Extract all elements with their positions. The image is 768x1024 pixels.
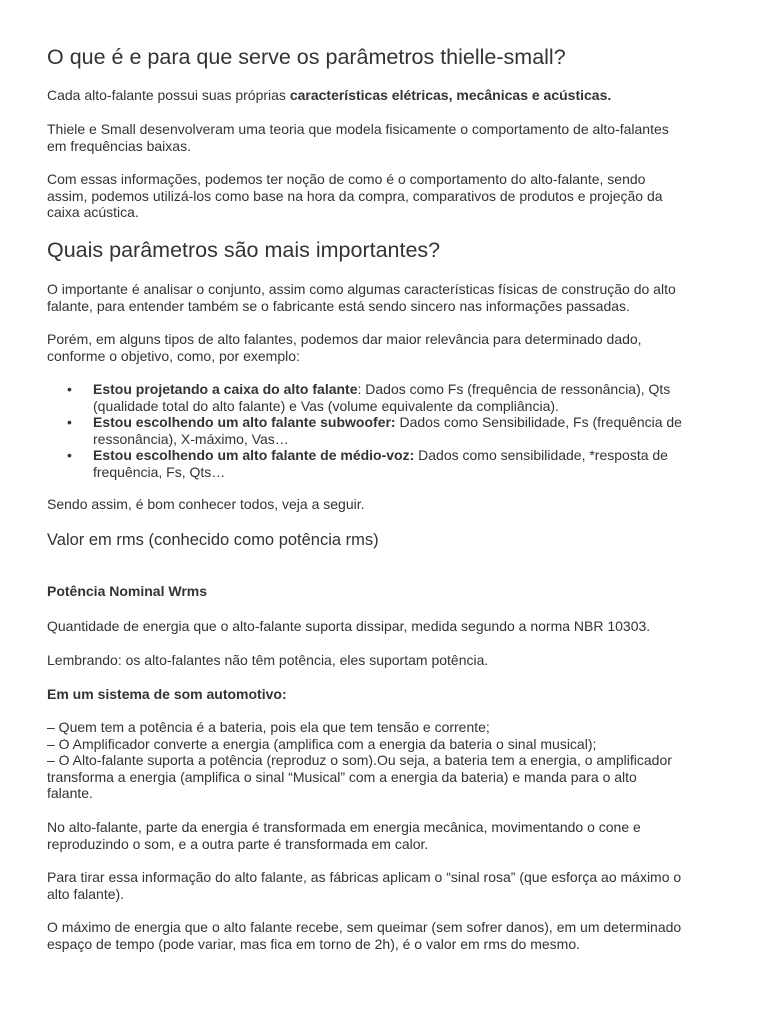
paragraph-intro-text: Cada alto-falante possui suas próprias — [47, 87, 290, 103]
list-item-bold: Estou escolhendo um alto falante de médio-voz: — [93, 447, 415, 464]
text-line: caixa acústica. — [47, 204, 139, 221]
list-item-bold: Estou projetando a caixa do alto falante — [93, 381, 358, 397]
bold-heading: Potência Nominal Wrms — [47, 583, 208, 599]
list-item-text: Dados como Sensibilidade, Fs (frequência de — [395, 414, 682, 431]
paragraph-relevancia — [47, 331, 727, 364]
paragraph-energia-mecanica — [47, 819, 727, 852]
heading-thiele-small: O que é e para que serve os parâmetros thielle-small? — [47, 45, 566, 69]
bullet-icon: • — [67, 414, 72, 431]
heading-parametros-importantes: Quais parâmetros são mais importantes? — [47, 238, 441, 262]
paragraph-quantidade-energia: Quantidade de energia que o alto-falante suporta dissipar, medida segundo a norma NBR 10303. — [47, 618, 651, 634]
paragraph-sistema-automotivo — [47, 686, 727, 703]
text-line: conforme o objetivo, como, por exemplo: — [47, 347, 300, 364]
list-item-text: : Dados como Fs (frequência de ressonância), Qts — [357, 381, 671, 397]
list-item — [47, 447, 727, 480]
text-line: – O Amplificador converte a energia (amplifica com a energia da bateria o sinal musical); — [47, 735, 597, 752]
text-line: O importante é analisar o conjunto, assim como algumas características físicas de construção do alto — [47, 281, 676, 297]
list-item-text: Dados como sensibilidade, *resposta de — [414, 447, 668, 464]
text-line: Para tirar essa informação do alto falante, as fábricas aplicam o “sinal rosa” (que esforça ao máximo o — [47, 869, 682, 885]
paragraph-intro-bold: características elétricas, mecânicas e acústicas. — [289, 87, 612, 103]
text-line: espaço de tempo (pode variar, mas fica em torno de 2h), é o valor em rms do mesmo. — [47, 935, 581, 952]
list-item-text: frequência, Fs, Qts… — [93, 463, 226, 480]
text-line: Thiele e Small desenvolveram uma teoria que modela fisicamente o comportamento de alto-falantes — [47, 121, 669, 137]
subheading-valor-rms: Valor em rms (conhecido como potência rms) — [47, 531, 379, 549]
paragraph-potencia-nominal — [47, 583, 727, 600]
paragraph-intro — [47, 87, 727, 104]
text-line: assim, podemos utilizá-los como base na hora da compra, comparativos de produtos e projeção da — [47, 187, 663, 204]
text-line: No alto-falante, parte da energia é transformada em energia mecânica, movimentando o cone e — [47, 819, 641, 835]
paragraph-analisar-conjunto — [47, 281, 727, 314]
paragraph-informacoes — [47, 171, 727, 221]
text-line: O máximo de energia que o alto falante recebe, sem queimar (sem sofrer danos), em um determinado — [47, 919, 682, 935]
paragraph-thiele-small — [47, 121, 727, 154]
text-line: Com essas informações, podemos ter noção de como é o comportamento do alto-falante, sendo — [47, 171, 646, 187]
bullet-list — [47, 381, 727, 481]
paragraph-sendo-assim: Sendo assim, é bom conhecer todos, veja a seguir. — [47, 496, 365, 512]
bullet-icon: • — [67, 447, 72, 464]
paragraph-lembrando: Lembrando: os alto-falantes não têm potência, eles suportam potência. — [47, 652, 489, 668]
text-line: em frequências baixas. — [47, 137, 191, 154]
text-line: falante. — [47, 785, 93, 802]
list-item — [47, 414, 727, 447]
text-line: falante, para entender também se o fabricante está sendo sincero nas informações passadas. — [47, 297, 630, 314]
list-item-bold: Estou escolhendo um alto falante subwoofer: — [93, 414, 396, 431]
text-line: alto falante). — [47, 885, 125, 902]
text-line: transforma a energia (amplifica o sinal “Musical” com a energia da bateria) e manda para o alto — [47, 768, 637, 785]
text-line: Porém, em alguns tipos de alto falantes, podemos dar maior relevância para determinado dado, — [47, 331, 642, 347]
list-item-text: (qualidade total do alto falante) e Vas (volume equivalente da compliância). — [93, 397, 559, 414]
paragraph-dash-list — [47, 719, 727, 802]
bullet-icon: • — [67, 381, 72, 397]
text-line: – O Alto-falante suporta a potência (reproduz o som).Ou seja, a bateria tem a energia, o amplificador — [47, 752, 672, 769]
list-item-text: ressonância), X-máximo, Vas… — [93, 430, 289, 447]
paragraph-sinal-rosa — [47, 869, 727, 902]
bold-heading: Em um sistema de som automotivo: — [47, 686, 287, 702]
text-line: – Quem tem a potência é a bateria, pois ela que tem tensão e corrente; — [47, 719, 490, 735]
text-line: reproduzindo o som, e a outra parte é transformada em calor. — [47, 835, 429, 852]
list-item — [47, 381, 727, 414]
paragraph-maximo-energia — [47, 919, 727, 952]
